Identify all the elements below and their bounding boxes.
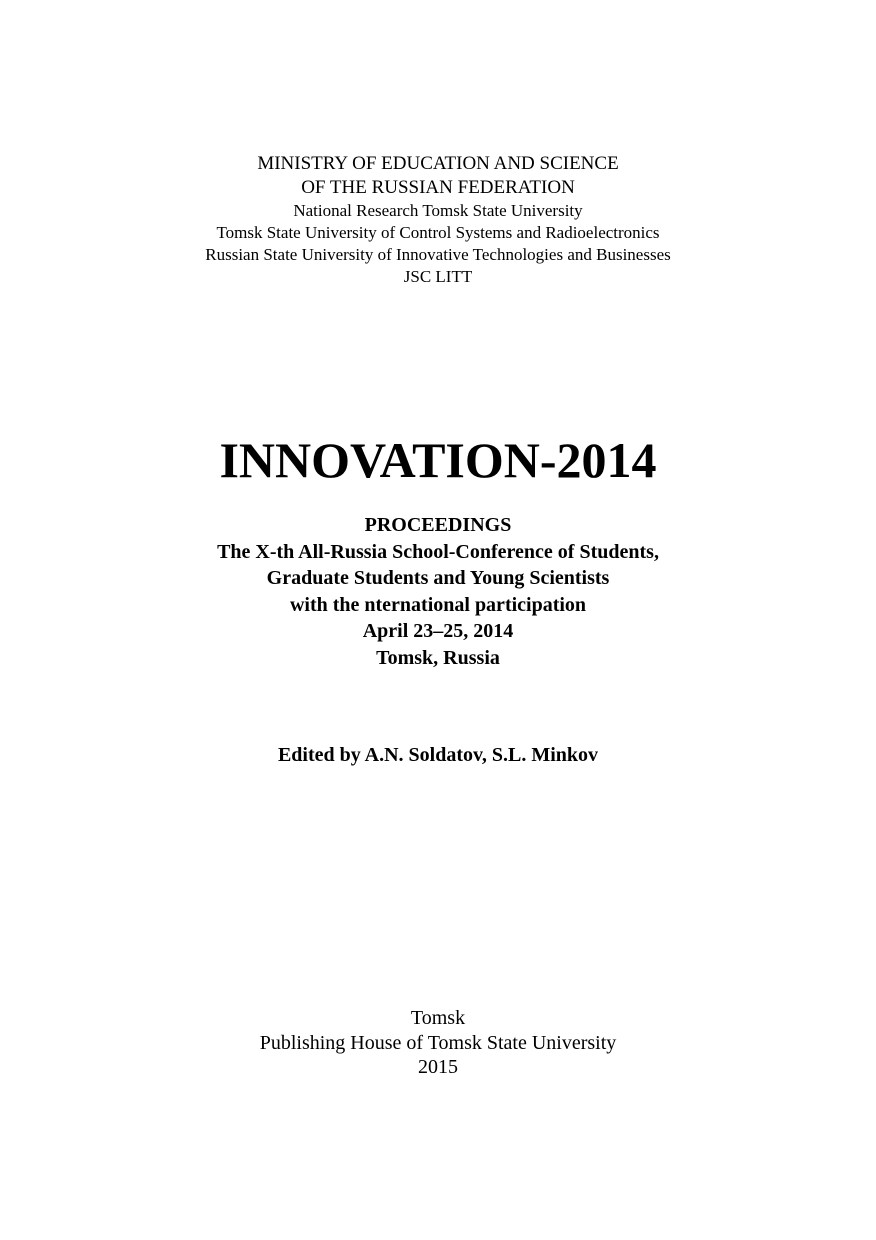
ministry-line-2: OF THE RUSSIAN FEDERATION bbox=[301, 177, 575, 198]
conference-dates: April 23–25, 2014 bbox=[362, 620, 514, 642]
institution-tusur: Tomsk State University of Control Systems and Radioelectronics bbox=[216, 223, 660, 242]
proceedings-label: PROCEEDINGS bbox=[364, 514, 512, 536]
institutions-header bbox=[0, 152, 876, 288]
institution-rsuitb: Russian State University of Innovative Technologies and Businesses bbox=[205, 245, 671, 264]
conference-location: Tomsk, Russia bbox=[376, 646, 500, 669]
imprint-year: 2015 bbox=[418, 1056, 458, 1078]
conference-line-2: Graduate Students and Young Scientists bbox=[266, 567, 610, 589]
imprint-publisher: Publishing House of Tomsk State University bbox=[259, 1031, 617, 1054]
imprint-block bbox=[0, 1006, 876, 1080]
conference-line-3: with the nternational participation bbox=[289, 593, 587, 616]
ministry-line-1: MINISTRY OF EDUCATION AND SCIENCE bbox=[257, 153, 619, 174]
institution-tsu: National Research Tomsk State University bbox=[293, 201, 583, 220]
institution-jsc-litt: JSC LITT bbox=[403, 267, 473, 286]
editors-line: Edited by A.N. Soldatov, S.L. Minkov bbox=[277, 744, 599, 766]
proceedings-block bbox=[0, 512, 876, 671]
imprint-city: Tomsk bbox=[410, 1007, 466, 1029]
conference-line-1: The X-th All-Russia School-Conference of Students, bbox=[217, 540, 659, 563]
document-title: INNOVATION-2014 bbox=[219, 432, 657, 488]
